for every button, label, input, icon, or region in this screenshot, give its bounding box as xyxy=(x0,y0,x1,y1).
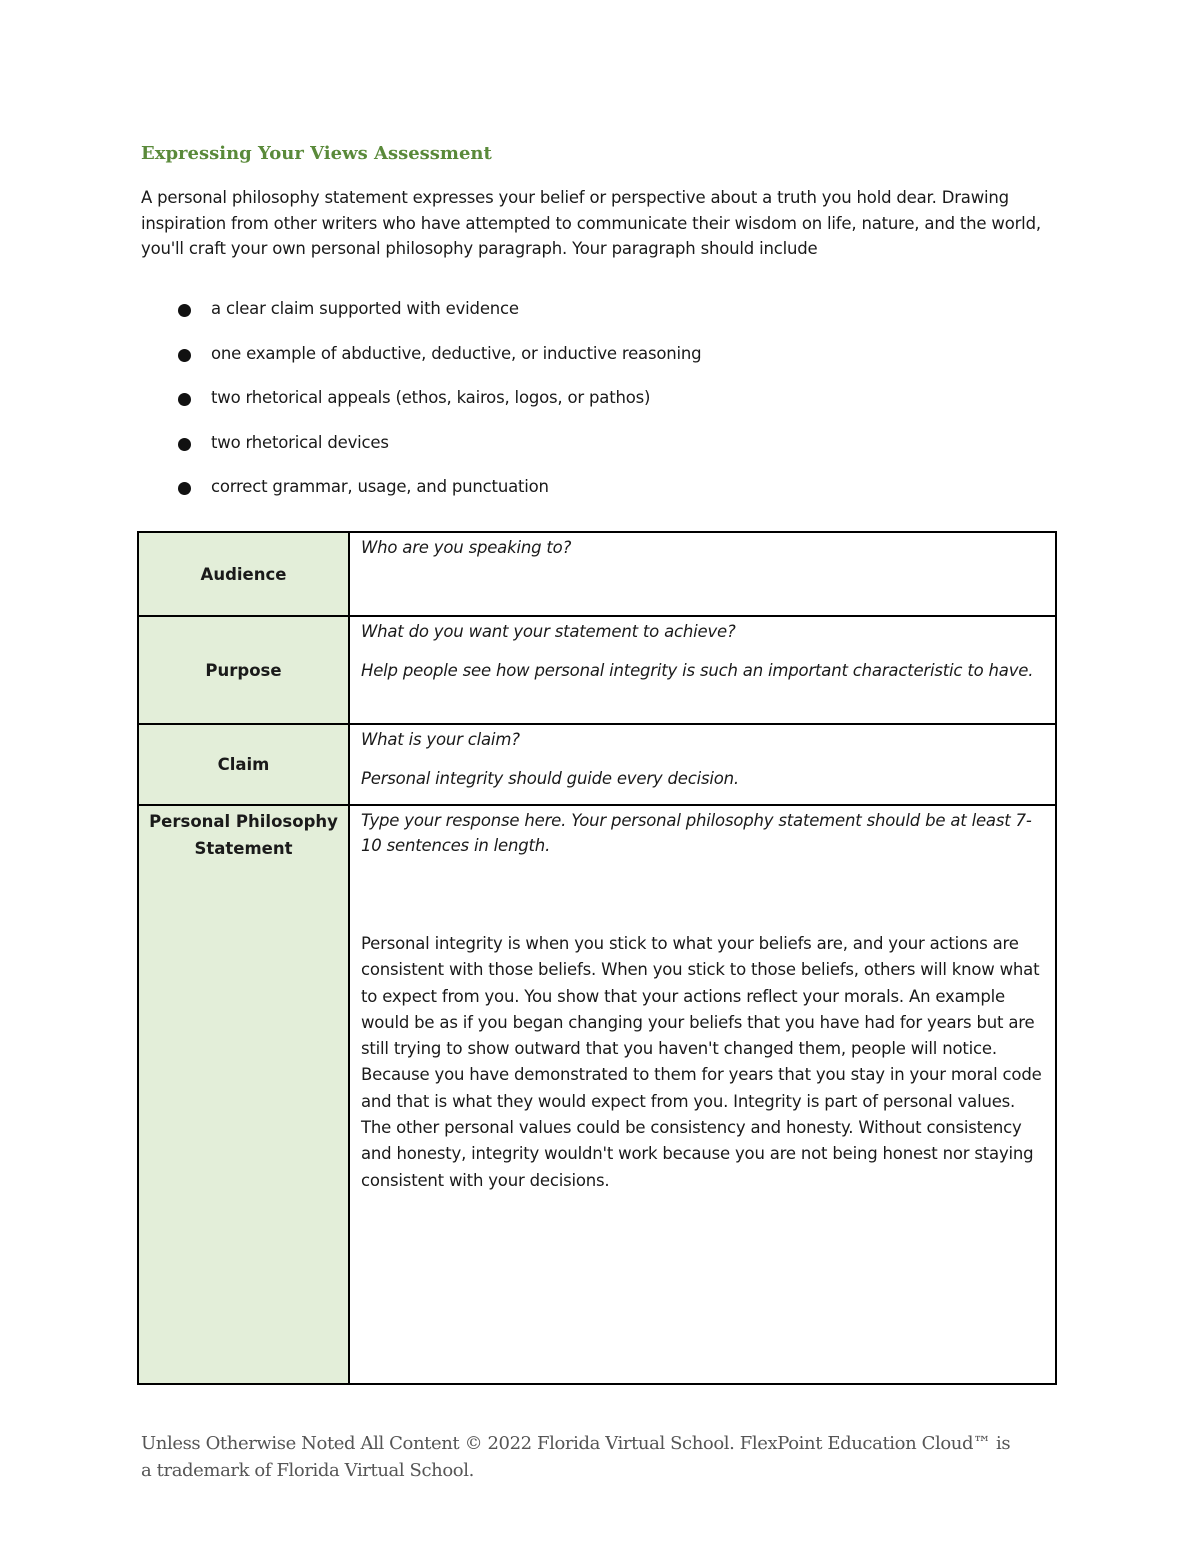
list-item: two rhetorical devices xyxy=(176,430,701,475)
purpose-prompt: What do you want your statement to achieve? xyxy=(361,622,736,641)
purpose-response-cell[interactable] xyxy=(349,616,1056,724)
copyright-footer: Unless Otherwise Noted All Content © 2022 Florida Virtual School. FlexPoint Education Cloud™ is a trademark of Florida Virtual School. xyxy=(141,1433,1011,1481)
intro-paragraph: A personal philosophy statement expresses your belief or perspective about a truth you hold dear. Drawing inspiration from other writers who have attempted to communicate their wisdom on life, nature, and the world, you'll craft your own personal philosophy paragraph. Your paragraph should include xyxy=(141,188,1041,258)
claim-response-cell[interactable] xyxy=(349,724,1056,805)
statement-answer: Personal integrity is when you stick to what your beliefs are, and your actions are consistent with those beliefs. When you stick to those beliefs, others will know what to expect from you. You show that your actions reflect your morals. An example would be as if you began changing your beliefs that you have had for years but are still trying to show outward that you haven't changed them, people will notice. Because you have demonstrated to them for years that you stay in your moral code and that is what they would expect from you. Integrity is part of personal values. The other personal values could be consistency and honesty. Without consistency and honesty, integrity wouldn't work because you are not being honest nor staying consistent with your decisions. xyxy=(361,934,1042,1190)
claim-answer: Personal integrity should guide every decision. xyxy=(361,769,739,788)
statement-prompt: Type your response here. Your personal philosophy statement should be at least 7-10 sentences in length. xyxy=(361,811,1032,855)
table-row-statement xyxy=(138,805,1056,1384)
audience-prompt: Who are you speaking to? xyxy=(361,538,572,557)
purpose-answer: Help people see how personal integrity is such an important characteristic to have. xyxy=(361,661,1034,680)
philosophy-table xyxy=(137,531,1057,1385)
claim-prompt: What is your claim? xyxy=(361,730,520,749)
audience-response-cell[interactable] xyxy=(349,532,1056,616)
list-item: one example of abductive, deductive, or inductive reasoning xyxy=(176,341,701,386)
audience-label: Audience xyxy=(200,564,287,584)
table-row-audience xyxy=(138,532,1056,616)
claim-label-cell xyxy=(138,724,349,805)
claim-label: Claim xyxy=(217,755,270,774)
table-row-purpose xyxy=(138,616,1056,724)
statement-label-cell xyxy=(138,805,349,1384)
table-row-claim xyxy=(138,724,1056,805)
audience-label-cell xyxy=(138,532,349,616)
statement-response-cell[interactable] xyxy=(349,805,1056,1384)
statement-label: Personal Philosophy Statement xyxy=(149,812,338,858)
list-item: a clear claim supported with evidence xyxy=(176,296,701,341)
list-item: correct grammar, usage, and punctuation xyxy=(176,474,701,519)
bullet-icon xyxy=(178,304,191,317)
page-title: Expressing Your Views Assessment xyxy=(141,143,492,164)
purpose-label: Purpose xyxy=(205,660,282,680)
list-item: two rhetorical appeals (ethos, kairos, logos, or pathos) xyxy=(176,385,701,430)
requirements-list xyxy=(176,296,701,519)
bullet-icon xyxy=(178,438,191,451)
bullet-icon xyxy=(178,393,191,406)
bullet-icon xyxy=(178,349,191,362)
purpose-label-cell xyxy=(138,616,349,724)
bullet-icon xyxy=(178,482,191,495)
